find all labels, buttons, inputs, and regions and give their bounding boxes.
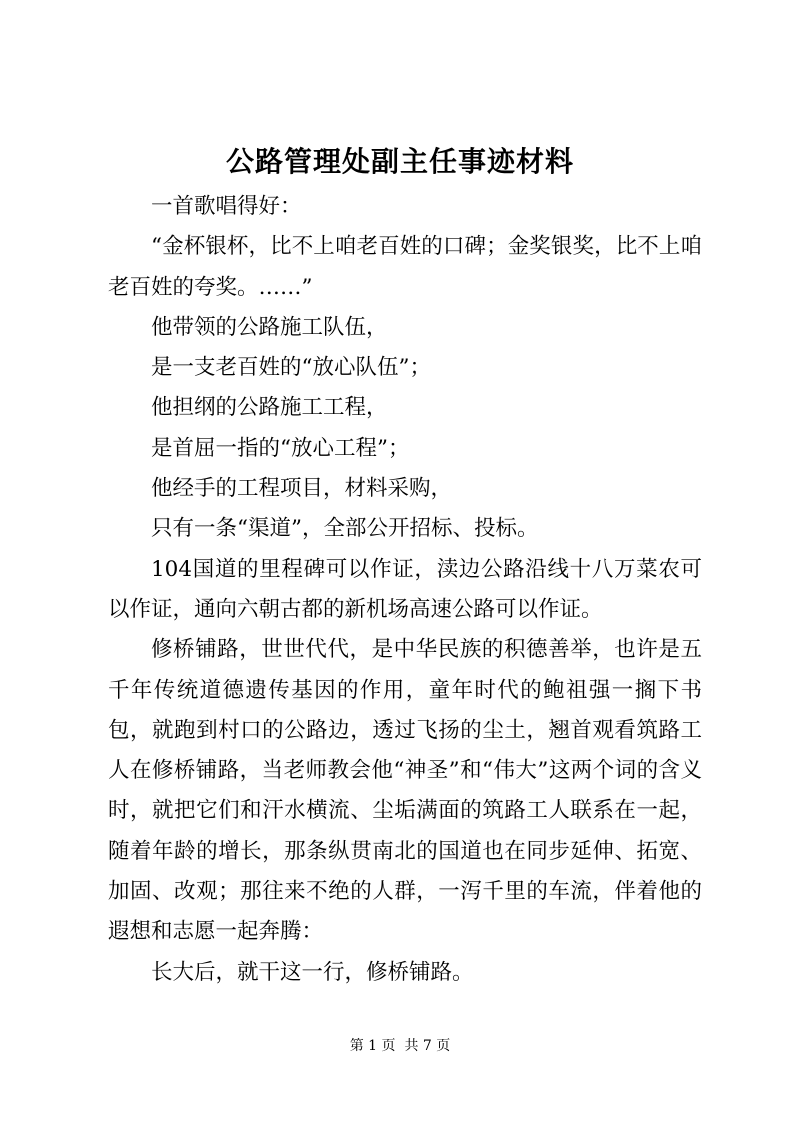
- paragraph: 一首歌唱得好：: [151, 194, 302, 219]
- paragraph: 长大后，就干这一行，修桥铺路。: [151, 959, 474, 985]
- paragraph: 只有一条“渠道”，全部公开招标、投标。: [151, 516, 539, 542]
- document-title: 公路管理处副主任事迹材料: [225, 145, 574, 178]
- paragraph: 是一支老百姓的“放心队伍”；: [151, 355, 431, 381]
- document-body: [108, 187, 702, 993]
- paragraph: “金杯银杯，比不上咱老百姓的口碑；金奖银奖，比不上咱老百姓的夸奖。……”: [108, 234, 702, 300]
- paragraph: 修桥铺路，世世代代，是中华民族的积德善举，也许是五千年传统道德遗传基因的作用，童年时代的鲍祖强一搁下书包，就跑到村口的公路边，透过飞扬的尘土，翘首观看筑路工人在修桥铺路，当老师教会他“神圣”和“伟大”这两个词的含义时，就把它们和汗水横流、尘垢满面的筑路工人联系在一起，随着年龄的增长，那条纵贯南北的国道也在同步延伸、拓宽、加固、改观；那往来不绝的人群，一泻千里的车流，伴着他的遐想和志愿一起奔腾：: [108, 637, 702, 945]
- paragraph: 他担纲的公路施工工程，: [151, 395, 388, 421]
- paragraph: 是首屈一指的“放心工程”；: [151, 435, 410, 461]
- page-number: 第 1 页 共 7 页: [349, 1038, 451, 1054]
- paragraph: 104国道的里程碑可以作证，渎边公路沿线十八万菜农可以作证，通向六朝古都的新机场高速公路可以作证。: [108, 556, 702, 622]
- page-footer: [0, 1036, 800, 1056]
- paragraph: 他带领的公路施工队伍，: [151, 314, 388, 340]
- paragraph: 他经手的工程项目，材料采购，: [151, 476, 453, 502]
